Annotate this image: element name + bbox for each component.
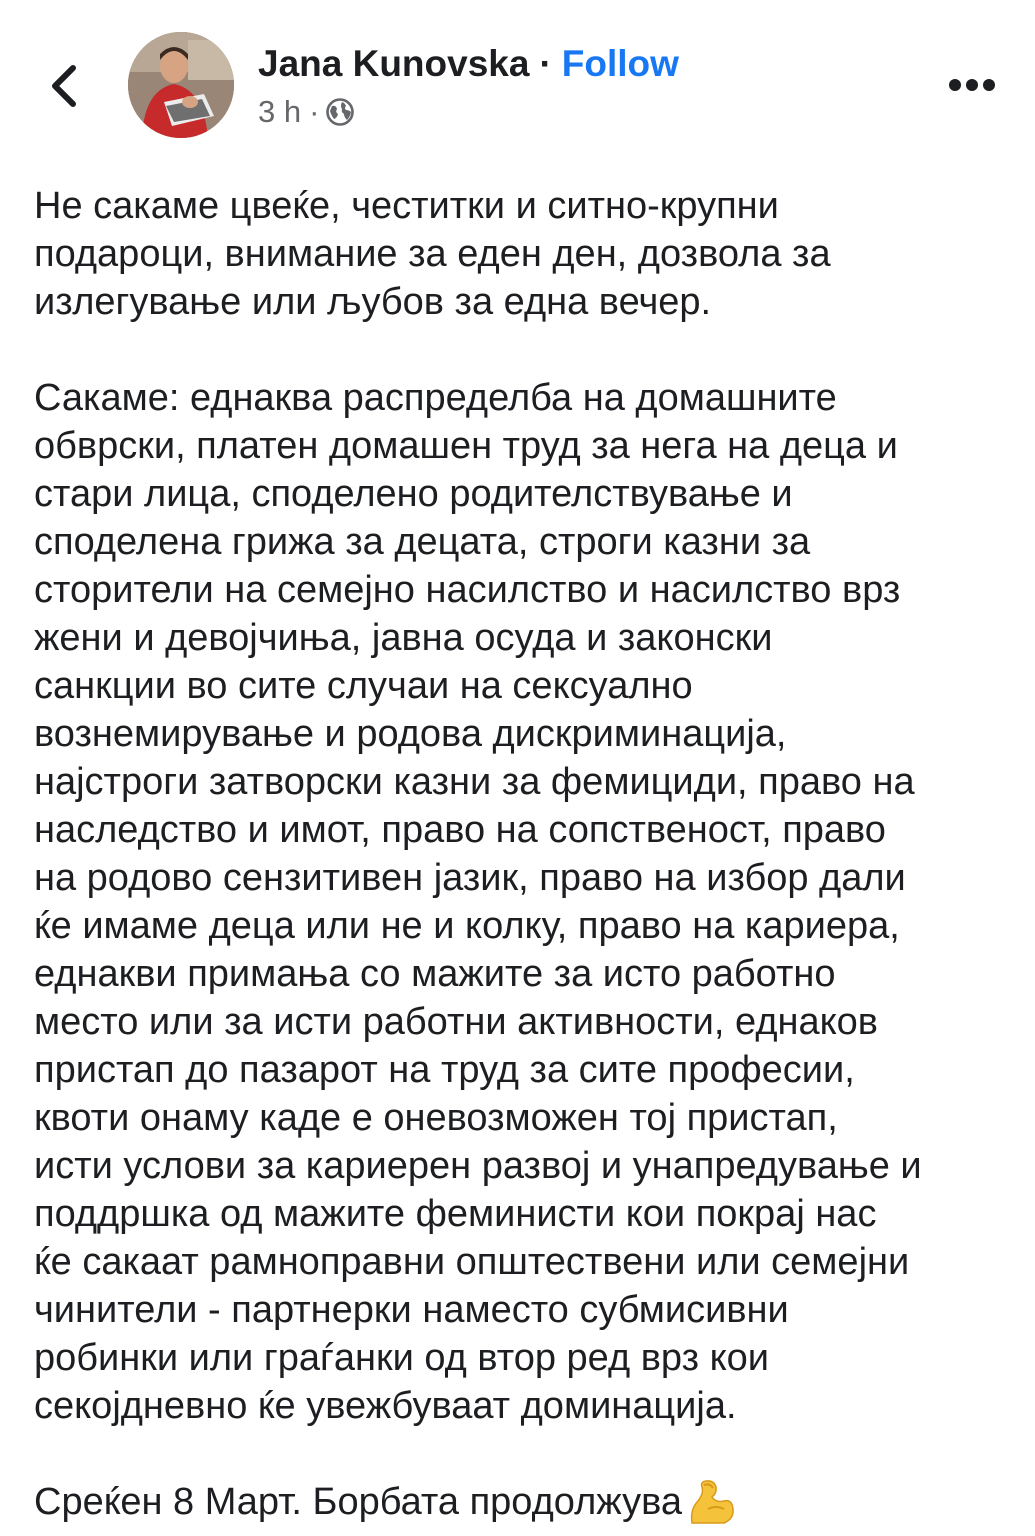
paragraph-1 bbox=[34, 182, 1024, 326]
text-line: квоти онаму каде е оневозможен тој пристап, bbox=[34, 1097, 838, 1139]
text-line: обврски, платен домашен труд за нега на деца и bbox=[34, 425, 898, 467]
text-line: место или за исти работни активности, еднаков bbox=[34, 1001, 878, 1043]
text-line: еднакви примања со мажите за исто работно bbox=[34, 953, 836, 995]
closing-line bbox=[34, 1478, 1024, 1526]
text-line: подароци, внимание за еден ден, дозвола за bbox=[34, 233, 831, 275]
separator-dot: · bbox=[539, 43, 552, 84]
chevron-left-icon bbox=[49, 64, 77, 108]
globe-icon[interactable] bbox=[325, 97, 355, 127]
text-line: стари лица, споделено родителствување и bbox=[34, 473, 793, 515]
author-name[interactable]: Jana Kunovska bbox=[258, 43, 530, 84]
follow-button[interactable]: Follow bbox=[561, 43, 679, 84]
post-header bbox=[0, 0, 1035, 160]
text-line: вознемирување и родова дискриминација, bbox=[34, 713, 787, 755]
meta-separator-dot: · bbox=[309, 94, 320, 129]
text-line: жени и девојчиња, јавна осуда и законски bbox=[34, 617, 773, 659]
text-line: ќе имаме деца или не и колку, право на кариера, bbox=[34, 905, 900, 947]
avatar[interactable] bbox=[128, 32, 234, 138]
text-line: сторители на семејно насилство и насилство врз bbox=[34, 569, 901, 611]
flexed-biceps-emoji bbox=[686, 1479, 736, 1525]
paragraph-2 bbox=[34, 374, 1024, 1430]
author-line bbox=[258, 40, 679, 88]
text-line: санкции во сите случаи на сексуално bbox=[34, 665, 693, 707]
post-text bbox=[34, 182, 1024, 1526]
post-meta bbox=[258, 92, 355, 132]
text-line: на родово сензитивен јазик, право на избор дали bbox=[34, 857, 906, 899]
paragraph-spacer bbox=[34, 1430, 1024, 1478]
text-line: чинители - партнерки наместо субмисивни bbox=[34, 1289, 789, 1331]
text-line: робинки или граѓанки од втор ред врз кои bbox=[34, 1337, 769, 1379]
text-line: излегување или љубов за една вечер. bbox=[34, 281, 712, 323]
text-line: исти услови за кариерен развој и унапредување и bbox=[34, 1145, 922, 1187]
text-line: пристап до пазарот на труд за сите професии, bbox=[34, 1049, 855, 1091]
text-line: најстроги затворски казни за фемициди, право на bbox=[34, 761, 915, 803]
text-line: Сакаме: еднаква распределба на домашните bbox=[34, 377, 837, 419]
more-horizontal-icon bbox=[947, 78, 997, 92]
text-line: Не сакаме цвеќе, честитки и ситно-крупни bbox=[34, 185, 779, 227]
paragraph-spacer bbox=[34, 326, 1024, 374]
post-timestamp[interactable]: 3 h bbox=[258, 94, 302, 129]
text-line: секојдневно ќе увежбуваат доминација. bbox=[34, 1385, 737, 1427]
back-button[interactable] bbox=[38, 58, 88, 114]
text-line: споделена грижа за децата, строги казни за bbox=[34, 521, 811, 563]
text-line: ќе сакаат рамноправни општествени или семејни bbox=[34, 1241, 910, 1283]
text-line: поддршка од мажите феминисти кои покрај нас bbox=[34, 1193, 877, 1235]
text-line: наследство и имот, право на сопственост, право bbox=[34, 809, 886, 851]
more-options-button[interactable] bbox=[944, 62, 1000, 108]
closing-text: Среќен 8 Март. Борбата продолжува bbox=[34, 1481, 682, 1523]
